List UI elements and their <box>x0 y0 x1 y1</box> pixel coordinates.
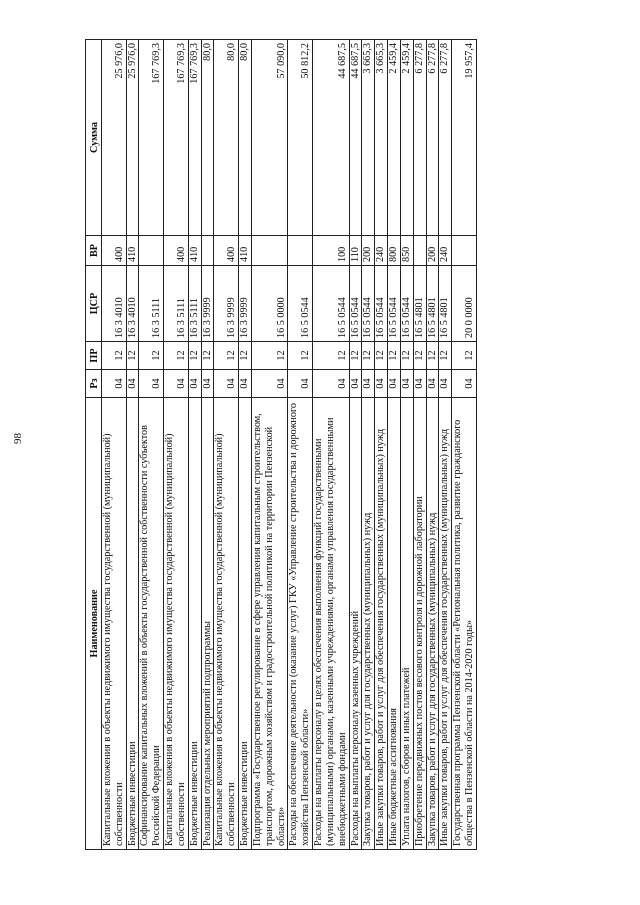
cell-pr: 12 <box>439 342 452 370</box>
table-row <box>439 40 452 850</box>
table-row <box>313 40 349 850</box>
cell-rz: 04 <box>439 370 452 398</box>
cell-vr: 410 <box>239 236 252 266</box>
table-row <box>239 40 252 850</box>
cell-name: Капитальные вложения в объекты недвижимого имущества государственной (муниципальной) собственности <box>164 398 189 850</box>
cell-sum: 80,0 <box>239 40 252 236</box>
cell-sum: 80,0 <box>201 40 214 236</box>
header-pr: ПР <box>86 342 102 370</box>
cell-pr: 12 <box>126 342 139 370</box>
budget-table <box>85 39 477 850</box>
cell-pr: 12 <box>400 342 413 370</box>
cell-rz: 04 <box>239 370 252 398</box>
cell-vr: 240 <box>375 236 388 266</box>
cell-name: Приобретение передвижных постов весового контроля и дорожной лаборатории <box>413 398 426 850</box>
cell-sum: 19 957,4 <box>452 40 477 236</box>
table-row <box>375 40 388 850</box>
cell-sum: 167 769,3 <box>188 40 201 236</box>
table-row <box>214 40 239 850</box>
cell-pr: 12 <box>413 342 426 370</box>
cell-pr: 12 <box>426 342 439 370</box>
table-row <box>102 40 127 850</box>
cell-csr: 16 3 9999 <box>239 266 252 342</box>
cell-name: Бюджетные инвестиции <box>239 398 252 850</box>
header-csr: ЦСР <box>86 266 102 342</box>
table-row <box>452 40 477 850</box>
cell-pr: 12 <box>388 342 401 370</box>
cell-name: Капитальные вложения в объекты недвижимого имущества государственной (муниципальной) собственности <box>214 398 239 850</box>
cell-pr: 12 <box>139 342 164 370</box>
cell-pr: 12 <box>214 342 239 370</box>
cell-csr: 16 3 5111 <box>188 266 201 342</box>
cell-pr: 12 <box>188 342 201 370</box>
cell-rz: 04 <box>349 370 362 398</box>
table-row <box>400 40 413 850</box>
cell-vr: 850 <box>400 236 413 266</box>
cell-csr: 16 3 5111 <box>164 266 189 342</box>
cell-vr: 400 <box>214 236 239 266</box>
cell-sum: 25 976,0 <box>102 40 127 236</box>
table-row <box>201 40 214 850</box>
cell-sum: 44 687,5 <box>313 40 349 236</box>
cell-csr: 16 3 5111 <box>139 266 164 342</box>
cell-name: Уплата налогов, сборов и иных платежей <box>400 398 413 850</box>
cell-name: Государственная программа Пензенской области «Региональная политика, развитие гражданского общества в Пензенской области на 2014-2020 годы» <box>452 398 477 850</box>
cell-sum: 80,0 <box>214 40 239 236</box>
cell-rz: 04 <box>102 370 127 398</box>
cell-rz: 04 <box>201 370 214 398</box>
cell-rz: 04 <box>426 370 439 398</box>
cell-name: Подпрограмма «Государственное регулирование в сфере управления капитальным строительством, транспортом, дорожным хозяйством и градостроительной политикой на территории Пензенской области» <box>251 398 287 850</box>
header-rz: Рз <box>86 370 102 398</box>
page-number: 98 <box>12 433 24 444</box>
cell-rz: 04 <box>452 370 477 398</box>
cell-pr: 12 <box>375 342 388 370</box>
cell-name: Реализация отдельных мероприятий подпрограммы <box>201 398 214 850</box>
cell-rz: 04 <box>313 370 349 398</box>
cell-sum: 3 665,3 <box>362 40 375 236</box>
cell-sum: 6 277,8 <box>426 40 439 236</box>
cell-sum: 167 769,3 <box>164 40 189 236</box>
cell-csr: 16 5 4801 <box>426 266 439 342</box>
cell-pr: 12 <box>102 342 127 370</box>
cell-vr <box>139 236 164 266</box>
table-row <box>413 40 426 850</box>
cell-sum: 6 277,8 <box>439 40 452 236</box>
cell-name: Расходы на выплаты персоналу в целях обеспечения выполнения функций государственными (муниципальными) органами, казенными учреждениями, органами управления государственными внебюджетными фондами <box>313 398 349 850</box>
cell-name: Иные бюджетные ассигнования <box>388 398 401 850</box>
cell-pr: 12 <box>164 342 189 370</box>
cell-rz: 04 <box>188 370 201 398</box>
cell-vr: 400 <box>164 236 189 266</box>
cell-vr: 410 <box>188 236 201 266</box>
cell-csr: 16 5 0544 <box>288 266 313 342</box>
cell-sum: 2 459,4 <box>388 40 401 236</box>
cell-vr <box>413 236 426 266</box>
cell-rz: 04 <box>375 370 388 398</box>
cell-pr: 12 <box>201 342 214 370</box>
cell-csr: 16 5 0544 <box>375 266 388 342</box>
cell-vr: 240 <box>439 236 452 266</box>
cell-pr: 12 <box>362 342 375 370</box>
cell-sum: 6 277,8 <box>413 40 426 236</box>
table-row <box>362 40 375 850</box>
table-row <box>426 40 439 850</box>
cell-name: Расходы на обеспечение деятельности (оказание услуг) ГКУ «Управление строительства и дорожного хозяйства Пензенской области» <box>288 398 313 850</box>
table-row <box>388 40 401 850</box>
cell-vr <box>452 236 477 266</box>
cell-pr: 12 <box>452 342 477 370</box>
cell-csr: 16 5 4801 <box>413 266 426 342</box>
cell-name: Капитальные вложения в объекты недвижимого имущества государственной (муниципальной) собственности <box>102 398 127 850</box>
cell-csr: 16 5 0544 <box>400 266 413 342</box>
cell-rz: 04 <box>362 370 375 398</box>
cell-vr <box>201 236 214 266</box>
cell-name: Бюджетные инвестиции <box>188 398 201 850</box>
header-vr: ВР <box>86 236 102 266</box>
cell-csr: 16 5 0544 <box>313 266 349 342</box>
cell-name: Иные закупки товаров, работ и услуг для обеспечения государственных (муниципальных) нужд <box>375 398 388 850</box>
cell-name: Расходы на выплаты персоналу казенных учреждений <box>349 398 362 850</box>
table-row <box>164 40 189 850</box>
cell-vr: 110 <box>349 236 362 266</box>
cell-rz: 04 <box>413 370 426 398</box>
cell-rz: 04 <box>164 370 189 398</box>
cell-vr: 200 <box>362 236 375 266</box>
cell-csr: 16 3 4010 <box>126 266 139 342</box>
cell-sum: 3 665,3 <box>375 40 388 236</box>
cell-pr: 12 <box>288 342 313 370</box>
table-header-row <box>86 40 102 850</box>
table-row <box>139 40 164 850</box>
cell-csr: 16 5 0544 <box>349 266 362 342</box>
cell-rz: 04 <box>388 370 401 398</box>
cell-pr: 12 <box>239 342 252 370</box>
cell-rz: 04 <box>126 370 139 398</box>
cell-csr: 16 5 0544 <box>388 266 401 342</box>
header-name: Наименование <box>86 398 102 850</box>
table-row <box>188 40 201 850</box>
cell-vr: 410 <box>126 236 139 266</box>
cell-sum: 2 459,4 <box>400 40 413 236</box>
cell-sum: 44 687,5 <box>349 40 362 236</box>
cell-pr: 12 <box>349 342 362 370</box>
cell-sum: 50 812,2 <box>288 40 313 236</box>
cell-csr: 16 5 4801 <box>439 266 452 342</box>
cell-rz: 04 <box>139 370 164 398</box>
cell-vr <box>288 236 313 266</box>
cell-pr: 12 <box>313 342 349 370</box>
table-row <box>251 40 287 850</box>
cell-csr: 16 5 0000 <box>251 266 287 342</box>
cell-sum: 57 090,0 <box>251 40 287 236</box>
cell-name: Закупка товаров, работ и услуг для государственных (муниципальных) нужд <box>362 398 375 850</box>
cell-sum: 25 976,0 <box>126 40 139 236</box>
cell-name: Бюджетные инвестиции <box>126 398 139 850</box>
cell-vr: 200 <box>426 236 439 266</box>
cell-name: Иные закупки товаров, работ и услуг для обеспечения государственных (муниципальных) нужд <box>439 398 452 850</box>
cell-csr: 16 3 9999 <box>214 266 239 342</box>
cell-vr: 800 <box>388 236 401 266</box>
cell-vr: 100 <box>313 236 349 266</box>
cell-vr: 400 <box>102 236 127 266</box>
cell-name: Закупка товаров, работ и услуг для государственных (муниципальных) нужд <box>426 398 439 850</box>
cell-csr: 20 0 0000 <box>452 266 477 342</box>
cell-name: Софинансирование капитальных вложений в объекты государственной собственности субъектов Российской Федерации <box>139 398 164 850</box>
table-row <box>288 40 313 850</box>
cell-vr <box>251 236 287 266</box>
cell-csr: 16 3 9999 <box>201 266 214 342</box>
header-sum: Сумма <box>86 40 102 236</box>
cell-pr: 12 <box>251 342 287 370</box>
budget-table-container <box>85 40 545 850</box>
cell-rz: 04 <box>251 370 287 398</box>
table-row <box>126 40 139 850</box>
cell-rz: 04 <box>214 370 239 398</box>
cell-sum: 167 769,3 <box>139 40 164 236</box>
cell-csr: 16 5 0544 <box>362 266 375 342</box>
cell-rz: 04 <box>400 370 413 398</box>
cell-csr: 16 3 4010 <box>102 266 127 342</box>
cell-rz: 04 <box>288 370 313 398</box>
table-row <box>349 40 362 850</box>
